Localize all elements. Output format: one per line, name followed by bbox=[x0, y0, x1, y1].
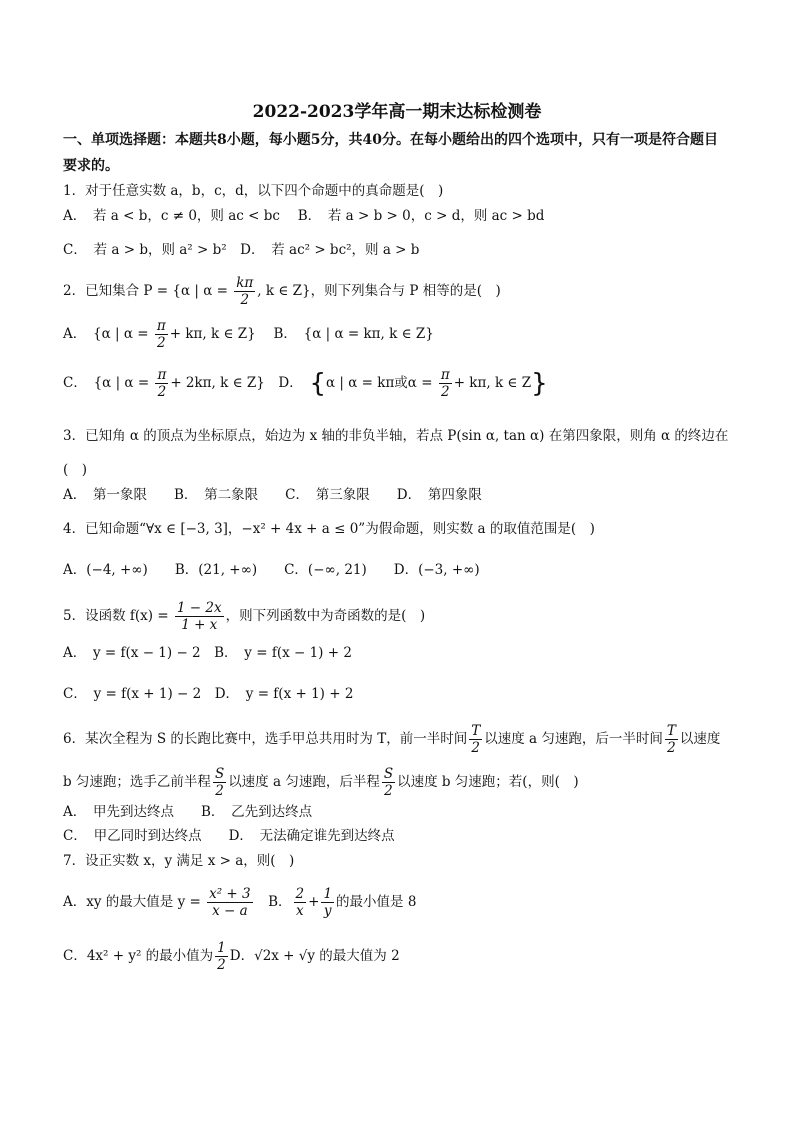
exam-title: 2022-2023学年高一期末达标检测卷 bbox=[252, 102, 542, 122]
q5-stem: 5．设函数 f(x) = $\frac{1 - 2x}{1 + x}$ ，则下列函数中为奇函数的是( ) bbox=[63, 600, 426, 633]
q3-stem-line1: 3．已知角 α 的顶点为坐标原点，始边为 x 轴的非负半轴，若点 P(sin α, tan α) 在第四象限，则角 α 的终边在 bbox=[63, 428, 729, 444]
q4-stem: 4．已知命题“∀x ∈ [−3, 3]，−x² + 4x + a ≤ 0”为假命题，则实数 a 的取值范围是( ) bbox=[63, 521, 595, 537]
q2-stem-post: , k ∈ Z}，则下列集合与 P 相等的是( ) bbox=[257, 283, 501, 299]
q2-optC-fraction: $\frac{\pi}{2}$ bbox=[157, 367, 167, 400]
q1-options-cd: C． 若 a > b，则 a² > b² D． 若 ac² > bc²，则 a > b bbox=[63, 242, 420, 258]
q5-stem-fraction: $\frac{1 - 2x}{1 + x}$ bbox=[176, 600, 222, 633]
q7-optB-fraction1: $\frac{2}{x}$ bbox=[295, 886, 305, 919]
q7-options-cd: C．4x² + y² 的最小值为 $\frac{1}{2}$ D．√2x + √y 的最大值为 2 bbox=[63, 940, 400, 973]
q6-options-cd: C． 甲乙同时到达终点 D． 无法确定谁先到达终点 bbox=[63, 828, 395, 844]
q6-options-ab: A． 甲先到达终点 B． 乙先到达终点 bbox=[63, 804, 313, 820]
q6-stem-line1: 6．某次全程为 S 的长跑比赛中，选手甲总共用时为 T，前一半时间 $\frac{T}{2}$ 以速度 a 匀速跑，后一半时间 $\frac{T}{2}$ 以速度 bbox=[63, 723, 721, 756]
q3-stem-line2: ( ) bbox=[63, 462, 88, 478]
q1-options-ab: A． 若 a < b，c ≠ 0，则 ac < bc B． 若 a > b > 0，c > d，则 ac > bd bbox=[63, 208, 545, 224]
q5-options-ab: A． y = f(x − 1) − 2 B． y = f(x − 1) + 2 bbox=[63, 645, 352, 661]
q6-frac-s1: $\frac{S}{2}$ bbox=[214, 766, 225, 799]
q2-stem bbox=[63, 275, 501, 308]
q2-optA-fraction: $\frac{\pi}{2}$ bbox=[156, 318, 166, 351]
q2-stem-fraction: $\frac{k\pi}{2}$ bbox=[236, 275, 254, 308]
q5-options-cd: C． y = f(x + 1) − 2 D． y = f(x + 1) + 2 bbox=[63, 686, 354, 702]
q2-options-ab: A． {α | α = $\frac{\pi}{2}$ + kπ, k ∈ Z} B． {α | α = kπ, k ∈ Z} bbox=[63, 318, 434, 351]
q7-optC-fraction: $\frac{1}{2}$ bbox=[217, 940, 226, 973]
q4-options: A．(−4, +∞) B．(21, +∞) C．(−∞, 21) D．(−3, +∞) bbox=[63, 562, 480, 578]
q6-stem-line2: b 匀速跑；选手乙前半程 $\frac{S}{2}$ 以速度 a 匀速跑，后半程 $\frac{S}{2}$ 以速度 b 匀速跑；若(，则( ) bbox=[63, 766, 579, 799]
q2-options-cd: C． {α | α = $\frac{\pi}{2}$ + 2kπ, k ∈ Z} D． {α | α = kπ或α = $\frac{\pi}{2}$ + kπ, k ∈ Z} bbox=[63, 367, 548, 400]
q7-optA-fraction: $\frac{\text{x² + 3}}{x - a}$ bbox=[209, 886, 251, 919]
section-heading-line1: 一、单项选择题：本题共8小题，每小题5分，共40分。在每小题给出的四个选项中，只有一项是符合题目 bbox=[63, 132, 718, 148]
q2-optD-fraction: $\frac{\pi}{2}$ bbox=[440, 367, 450, 400]
q7-stem: 7．设正实数 x，y 满足 x > a，则( ) bbox=[63, 853, 295, 869]
q6-frac-t2: $\frac{T}{2}$ bbox=[666, 723, 676, 756]
q7-options-ab: A．xy 的最大值是 y = $\frac{\text{x² + 3}}{x - a}$ B． $\frac{2}{x}$ + $\frac{1}{y}$ 的最小值是 8 bbox=[63, 886, 417, 919]
q6-frac-t1: $\frac{T}{2}$ bbox=[471, 723, 481, 756]
q3-options: A． 第一象限 B． 第二象限 C． 第三象限 D． 第四象限 bbox=[63, 487, 482, 503]
q2-stem-pre: 2．已知集合 P = {α | α = bbox=[63, 283, 233, 299]
q7-optB-fraction2: $\frac{1}{y}$ bbox=[323, 886, 333, 919]
section-heading-line2: 要求的。 bbox=[63, 158, 119, 174]
q6-frac-s2: $\frac{S}{2}$ bbox=[383, 766, 394, 799]
q1-stem: 1．对于任意实数 a，b，c，d，以下四个命题中的真命题是( ) bbox=[63, 183, 444, 199]
